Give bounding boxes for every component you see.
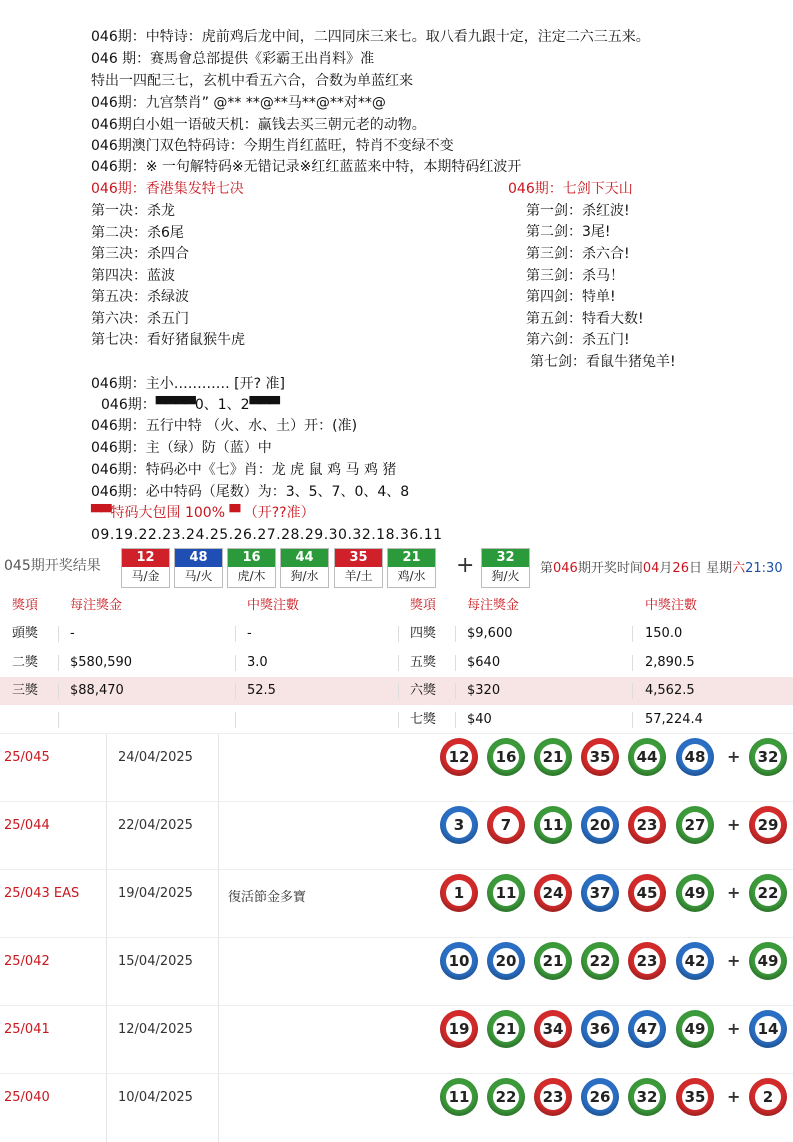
column-divider <box>455 655 456 671</box>
history-ball <box>440 1078 478 1116</box>
package-bars-right: ▀ <box>229 505 240 521</box>
ball-number: 44 <box>634 744 660 770</box>
history-ball <box>581 1078 619 1116</box>
history-special-ball <box>749 806 787 844</box>
prize-cell: 57,224.4 <box>645 711 703 727</box>
history-ball <box>440 1010 478 1048</box>
result-ball-number: 44 <box>281 549 328 567</box>
special-ball-card <box>481 548 530 588</box>
package-tail: （开??准） <box>243 505 315 521</box>
history-ball <box>628 1010 666 1048</box>
result-ball-number: 48 <box>175 549 222 567</box>
result-ball-number: 12 <box>122 549 169 567</box>
plus-icon: + <box>727 1087 741 1106</box>
column-divider <box>218 938 219 1006</box>
result-ball-zodiac: 虎/木 <box>228 567 275 585</box>
ball-number: 22 <box>755 880 781 906</box>
history-ball <box>676 1010 714 1048</box>
ball-number: 29 <box>755 812 781 838</box>
ball-number: 23 <box>540 1084 566 1110</box>
ball-number: 19 <box>446 1016 472 1042</box>
prize-cell: $40 <box>467 711 492 727</box>
special-ball-zodiac: 狗/火 <box>482 567 529 585</box>
draw-date: 24/04/2025 <box>118 750 193 765</box>
column-divider <box>58 626 59 642</box>
numbers-line: 09.19.22.23.24.25.26.27.28.29.30.32.18.36.11 <box>91 527 443 543</box>
result-ball-zodiac: 狗/水 <box>281 567 328 585</box>
history-special-ball <box>749 1078 787 1116</box>
ball-number: 26 <box>587 1084 613 1110</box>
history-ball <box>534 1078 572 1116</box>
result-ball-card <box>227 548 276 588</box>
column-divider <box>106 870 107 938</box>
column-divider <box>632 655 633 671</box>
bar-line-prefix: 046期： <box>101 397 156 413</box>
prize-row <box>0 706 793 734</box>
column-divider <box>455 683 456 699</box>
history-ball <box>628 942 666 980</box>
column-divider <box>235 683 236 699</box>
text-line: 046 期：赛馬會总部提供《彩霸王出肖料》准 <box>91 51 375 67</box>
column-divider <box>398 683 399 699</box>
next-time: 21:30 <box>745 561 783 576</box>
draw-note: 復活節金多寶 <box>228 890 307 905</box>
ball-number: 23 <box>634 812 660 838</box>
history-row <box>0 801 793 870</box>
column-divider <box>235 712 236 728</box>
ball-number: 32 <box>755 744 781 770</box>
column-divider <box>235 655 236 671</box>
prize-cell: 頭獎 <box>12 626 39 641</box>
ball-number: 3 <box>446 812 472 838</box>
history-ball <box>676 874 714 912</box>
column-divider <box>58 655 59 671</box>
next-month: 04 <box>642 561 660 576</box>
ball-number: 10 <box>446 948 472 974</box>
result-ball-zodiac: 鸡/水 <box>388 567 435 585</box>
ball-number: 36 <box>587 1016 613 1042</box>
history-row <box>0 1005 793 1074</box>
ball-number: 22 <box>587 948 613 974</box>
prize-cell: $580,590 <box>70 654 133 670</box>
left-block-item: 第六决：杀五门 <box>91 310 189 327</box>
results-label: 045期开奖结果 <box>4 558 101 574</box>
ball-number: 37 <box>587 880 613 906</box>
ball-number: 35 <box>587 744 613 770</box>
prize-cell: 2,890.5 <box>645 654 695 670</box>
plus-icon: + <box>727 1019 741 1038</box>
history-ball <box>581 806 619 844</box>
text-line: 046期澳门双色特码诗：今期生肖红蓝旺，特肖不变绿不变 <box>91 138 454 154</box>
ball-number: 11 <box>446 1084 472 1110</box>
history-ball <box>581 874 619 912</box>
right-block-item: 第七剑：看鼠牛猪兔羊! <box>530 354 676 370</box>
history-ball <box>534 942 572 980</box>
prize-cell: - <box>70 626 75 641</box>
text-line: 046期白小姐一语破天机：赢钱去买三朝元老的动物。 <box>91 117 426 133</box>
history-ball <box>487 1010 525 1048</box>
draw-id: 25/041 <box>4 1022 50 1037</box>
column-divider <box>218 1006 219 1074</box>
next-m: 月 <box>659 561 673 576</box>
ball-number: 11 <box>493 880 519 906</box>
right-block-title: 046期：七剑下天山 <box>508 181 633 197</box>
draw-date: 10/04/2025 <box>118 1090 193 1105</box>
result-ball-zodiac: 羊/土 <box>335 567 382 585</box>
column-divider <box>632 712 633 728</box>
prize-header-cell: 獎項 <box>12 598 39 613</box>
column-divider <box>106 802 107 870</box>
column-divider <box>455 626 456 642</box>
text-line: 046期：主小………… [开? 准] <box>91 376 285 392</box>
plus-icon: + <box>727 951 741 970</box>
prize-header-cell: 獎項 <box>410 598 437 613</box>
prize-cell: 四獎 <box>410 626 437 641</box>
next-d: 日 星期 <box>688 561 733 576</box>
result-ball-number: 21 <box>388 549 435 567</box>
column-divider <box>218 802 219 870</box>
column-divider <box>455 712 456 728</box>
result-ball-card <box>387 548 436 588</box>
column-divider <box>398 626 399 642</box>
ball-number: 21 <box>540 948 566 974</box>
result-ball-card <box>121 548 170 588</box>
result-ball-card <box>174 548 223 588</box>
prize-cell: 4,562.5 <box>645 683 695 698</box>
history-ball <box>534 806 572 844</box>
left-block-item: 第二决：杀6尾 <box>91 224 184 241</box>
history-table <box>0 733 793 1122</box>
ball-number: 49 <box>682 880 708 906</box>
history-ball <box>581 1010 619 1048</box>
next-mid: 期开奖时间 <box>577 561 643 576</box>
ball-number: 47 <box>634 1016 660 1042</box>
right-block-item: 第一剑：杀红波! <box>526 203 630 219</box>
ball-number: 14 <box>755 1016 781 1042</box>
column-divider <box>218 1074 219 1142</box>
history-row <box>0 1073 793 1142</box>
column-divider <box>58 712 59 728</box>
ball-number: 48 <box>682 744 708 770</box>
right-block-item: 第三剑：杀马！ <box>526 268 624 284</box>
next-issue: 046 <box>553 561 578 576</box>
draw-id: 25/043 EAS <box>4 886 80 901</box>
prize-table <box>0 590 793 733</box>
history-ball <box>440 738 478 776</box>
prize-cell: 52.5 <box>247 683 276 698</box>
prize-header-cell: 每注獎金 <box>70 598 123 613</box>
text-line: 046期：五行中特 （火、水、土）开：(准) <box>91 418 358 434</box>
ball-number: 42 <box>682 948 708 974</box>
draw-date: 22/04/2025 <box>118 818 193 833</box>
result-ball-number: 16 <box>228 549 275 567</box>
history-ball <box>534 738 572 776</box>
column-divider <box>106 1006 107 1074</box>
prize-cell: 五獎 <box>410 654 437 670</box>
column-divider <box>58 683 59 699</box>
column-divider <box>106 734 107 802</box>
history-row <box>0 733 793 802</box>
prize-cell: - <box>247 626 252 641</box>
row-bg <box>398 677 793 705</box>
ball-number: 32 <box>634 1084 660 1110</box>
row-bg <box>0 677 398 705</box>
prize-header-cell: 每注獎金 <box>467 598 520 613</box>
latest-results-strip <box>0 545 793 587</box>
package-line <box>91 504 315 522</box>
history-ball <box>440 806 478 844</box>
history-special-ball <box>749 738 787 776</box>
left-block-item: 第一决：杀龙 <box>91 203 175 219</box>
prize-cell: $640 <box>467 654 501 670</box>
next-pre: 第 <box>540 561 554 576</box>
result-ball-number: 35 <box>335 549 382 567</box>
draw-date: 15/04/2025 <box>118 954 193 969</box>
ball-number: 20 <box>587 812 613 838</box>
ball-number: 21 <box>493 1016 519 1042</box>
plus-icon: + <box>727 883 741 902</box>
draw-id: 25/044 <box>4 818 50 833</box>
plus-icon: + <box>727 747 741 766</box>
bar-line-mid: 0、1、2 <box>194 397 250 413</box>
history-special-ball <box>749 1010 787 1048</box>
right-block-item: 第四剑：特单! <box>526 289 616 305</box>
text-line: 046期：※ 一句解特码※无错记录※红红蓝蓝来中特，本期特码红波开 <box>91 159 522 175</box>
ball-number: 45 <box>634 880 660 906</box>
prize-cell: 七獎 <box>410 711 437 727</box>
ball-number: 49 <box>682 1016 708 1042</box>
next-day: 26 <box>672 561 689 576</box>
left-block-item: 第五决：杀绿波 <box>91 289 189 305</box>
column-divider <box>218 734 219 802</box>
special-ball-number: 32 <box>482 549 529 567</box>
history-ball <box>487 738 525 776</box>
ball-number: 22 <box>493 1084 519 1110</box>
plus-icon: + <box>456 553 475 578</box>
text-line: 046期：特码必中《七》肖：龙 虎 鼠 鸡 马 鸡 猪 <box>91 462 397 478</box>
left-block-item: 第四决：蓝波 <box>91 267 175 284</box>
prize-header-cell: 中獎注數 <box>247 598 300 613</box>
column-divider <box>218 870 219 938</box>
prize-row <box>0 649 793 677</box>
draw-date: 19/04/2025 <box>118 886 193 901</box>
text-line: 046期：主（绿）防（蓝）中 <box>91 440 272 456</box>
prize-cell: 三獎 <box>12 683 39 698</box>
column-divider <box>632 683 633 699</box>
ball-number: 24 <box>540 880 566 906</box>
prize-cell: 六獎 <box>410 683 437 698</box>
draw-id: 25/040 <box>4 1090 50 1105</box>
result-ball-zodiac: 马/金 <box>122 567 169 585</box>
bar-line-bars-left: ▀▀▀▀ <box>155 397 195 413</box>
ball-number: 49 <box>755 948 781 974</box>
prize-cell: $88,470 <box>70 683 124 698</box>
next-weekday: 六 <box>732 561 746 576</box>
ball-number: 11 <box>540 812 566 838</box>
prize-cell: 3.0 <box>247 654 268 670</box>
result-ball-card <box>280 548 329 588</box>
text-line: 特出一四配三七，玄机中看五六合，合数为单蓝红来 <box>91 73 413 89</box>
result-ball-card <box>334 548 383 588</box>
history-ball <box>440 874 478 912</box>
column-divider <box>106 1074 107 1142</box>
column-divider <box>235 626 236 642</box>
history-ball <box>676 806 714 844</box>
history-ball <box>487 1078 525 1116</box>
history-ball <box>440 942 478 980</box>
next-draw-info <box>540 557 783 576</box>
column-divider <box>398 655 399 671</box>
history-ball <box>487 806 525 844</box>
ball-number: 12 <box>446 744 472 770</box>
package-bars-left: ▀▀ <box>91 505 111 521</box>
history-ball <box>487 874 525 912</box>
prize-cell: $9,600 <box>467 626 513 641</box>
result-ball-zodiac: 马/火 <box>175 567 222 585</box>
ball-number: 16 <box>493 744 519 770</box>
history-ball <box>676 738 714 776</box>
ball-number: 20 <box>493 948 519 974</box>
history-ball <box>534 874 572 912</box>
ball-number: 7 <box>493 812 519 838</box>
ball-number: 34 <box>540 1016 566 1042</box>
prize-row <box>0 620 793 648</box>
right-block-item: 第二剑：3尾! <box>526 224 611 240</box>
prediction-text-area <box>0 0 793 545</box>
prize-cell: $320 <box>467 683 501 698</box>
ball-number: 23 <box>634 948 660 974</box>
left-block-item: 第七决：看好猪鼠猴牛虎 <box>91 332 245 348</box>
right-block-item: 第三剑：杀六合! <box>526 246 630 262</box>
ball-number: 27 <box>682 812 708 838</box>
prize-row <box>0 677 793 705</box>
ball-number: 1 <box>446 880 472 906</box>
column-divider <box>106 938 107 1006</box>
prize-cell: 150.0 <box>645 626 683 641</box>
history-ball <box>534 1010 572 1048</box>
package-text: 特码大包围 100% <box>110 505 226 521</box>
ball-number: 21 <box>540 744 566 770</box>
history-ball <box>581 738 619 776</box>
history-special-ball <box>749 874 787 912</box>
history-ball <box>487 942 525 980</box>
prize-header-cell: 中獎注數 <box>645 598 698 613</box>
text-line: 046期：中特诗：虎前鸡后龙中间，二四同床三来七。取八看九跟十定，注定二六三五来。 <box>91 29 650 45</box>
history-ball <box>628 1078 666 1116</box>
draw-id: 25/045 <box>4 750 50 765</box>
ball-number: 2 <box>755 1084 781 1110</box>
history-ball <box>628 874 666 912</box>
left-block-item: 第三决：杀四合 <box>91 246 189 262</box>
history-ball <box>676 942 714 980</box>
left-block-title: 046期：香港集发特七决 <box>91 181 244 197</box>
history-ball <box>628 806 666 844</box>
history-ball <box>676 1078 714 1116</box>
prize-cell: 二獎 <box>12 654 39 670</box>
plus-icon: + <box>727 815 741 834</box>
history-row <box>0 869 793 938</box>
ball-number: 35 <box>682 1084 708 1110</box>
text-line: 046期：九宫禁肖” @** **@**马**@**对**@ <box>91 95 386 111</box>
text-line: 046期：必中特码（尾数）为：3、5、7、0、4、8 <box>91 484 410 500</box>
bar-line-bars-right: ▀▀▀ <box>249 397 279 413</box>
history-ball <box>581 942 619 980</box>
right-block-item: 第五剑：特看大数! <box>526 311 644 327</box>
history-ball <box>628 738 666 776</box>
history-special-ball <box>749 942 787 980</box>
history-row <box>0 937 793 1006</box>
draw-date: 12/04/2025 <box>118 1022 193 1037</box>
prize-header-row <box>0 592 793 620</box>
column-divider <box>398 712 399 728</box>
right-block-item: 第六剑：杀五门! <box>526 332 630 348</box>
draw-id: 25/042 <box>4 954 50 969</box>
bar-line <box>101 396 279 414</box>
column-divider <box>632 626 633 642</box>
